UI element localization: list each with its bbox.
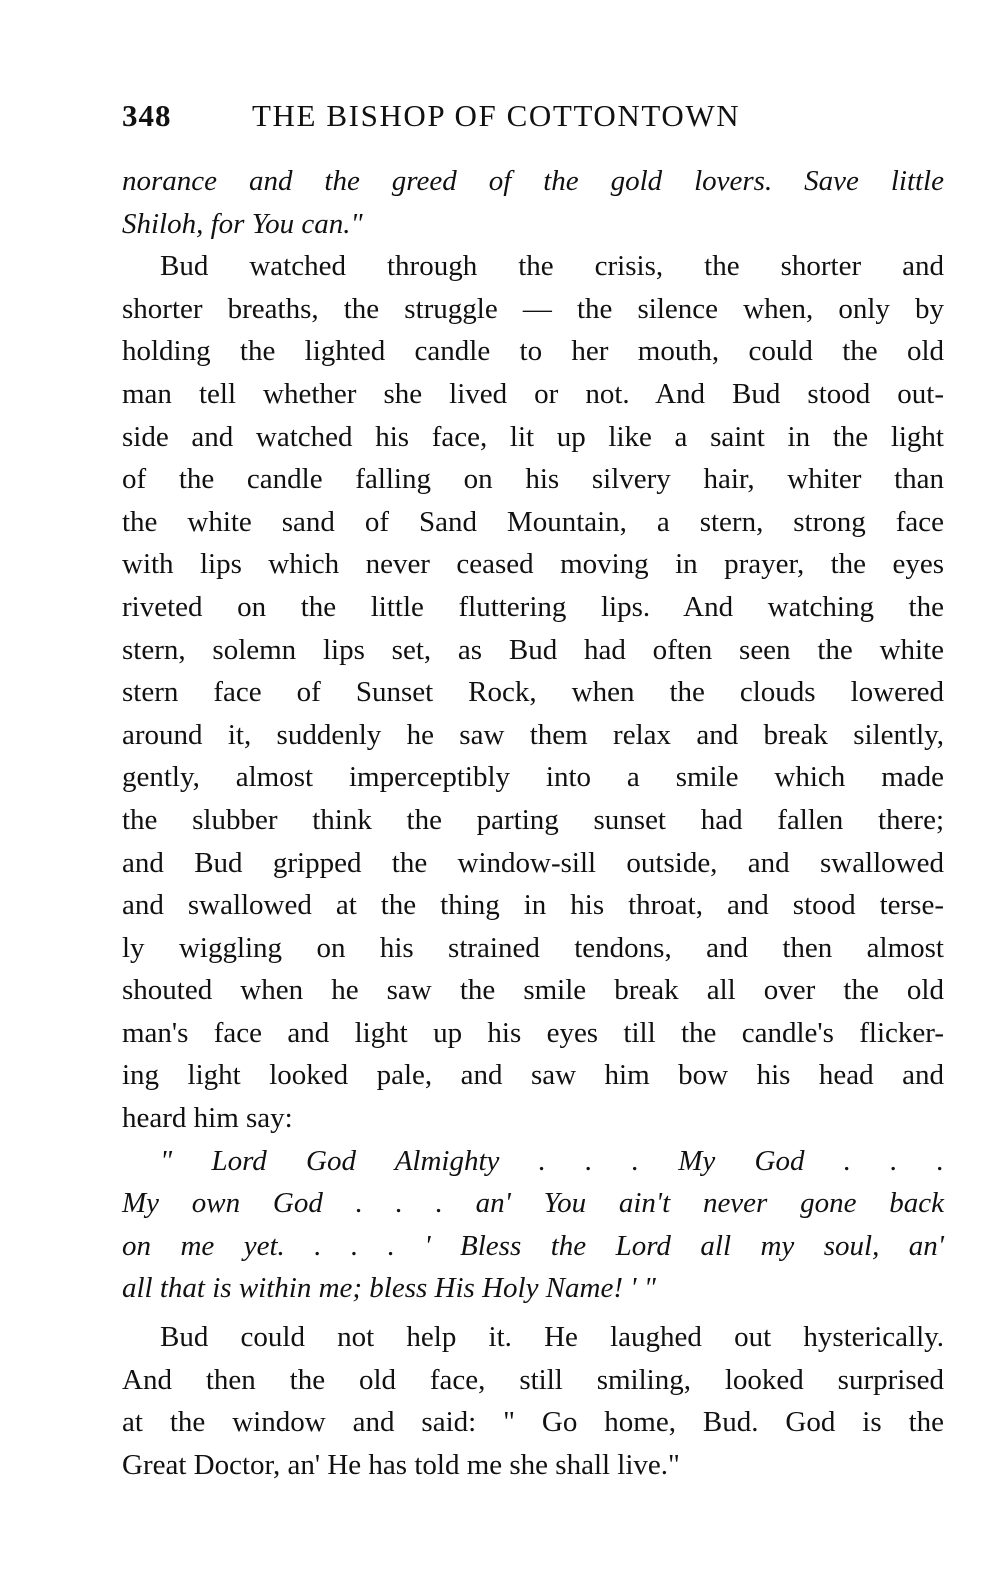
book-page <box>122 94 944 1486</box>
paragraph-prayer <box>122 1140 944 1310</box>
paragraph-prayer-continuation <box>122 160 944 245</box>
text-line: Bud could not help it. He laughed out hysterically. <box>160 1321 944 1354</box>
text-line: ing light looked pale, and saw him bow his head and <box>122 1059 944 1092</box>
text-line: man tell whether she lived or not. And Bud stood out- <box>122 377 944 410</box>
text-line: the slubber think the parting sunset had fallen there; <box>122 803 944 836</box>
text-line: on me yet. . . . ' Bless the Lord all my soul, an' <box>122 1229 944 1262</box>
text-line: riveted on the little fluttering lips. And watching the <box>122 590 944 623</box>
text-line: ly wiggling on his strained tendons, and then almost <box>122 931 944 964</box>
text-line: side and watched his face, lit up like a saint in the light <box>122 420 944 453</box>
page-number: 348 <box>122 98 172 133</box>
text-line: heard him say: <box>122 1102 293 1135</box>
running-head: THE BISHOP OF COTTONTOWN <box>252 98 741 133</box>
text-line: " Lord God Almighty . . . My God . . . <box>160 1144 944 1177</box>
text-line: the white sand of Sand Mountain, a stern, strong face <box>122 505 944 538</box>
text-line: norance and the greed of the gold lovers. Save little <box>122 165 944 197</box>
paragraph-bud-laughed <box>122 1316 944 1486</box>
text-line: Bud watched through the crisis, the shorter and <box>160 250 944 283</box>
text-line: My own God . . . an' You ain't never gone back <box>122 1187 944 1220</box>
text-line: all that is within me; bless His Holy Name! ' " <box>122 1272 656 1305</box>
text-line: shorter breaths, the struggle — the silence when, only by <box>122 292 944 325</box>
text-line: and Bud gripped the window-sill outside, and swallowed <box>122 846 944 879</box>
page-header <box>122 94 944 144</box>
text-line: man's face and light up his eyes till the candle's flicker- <box>122 1016 944 1049</box>
text-line: Great Doctor, an' He has told me she shall live." <box>122 1448 680 1481</box>
page-body <box>122 160 944 1486</box>
paragraph-bud-watched <box>122 245 944 1139</box>
text-line: And then the old face, still smiling, looked surprised <box>122 1363 944 1396</box>
text-line: and swallowed at the thing in his throat, and stood terse- <box>122 889 944 922</box>
text-line: gently, almost imperceptibly into a smile which made <box>122 761 944 794</box>
text-line: at the window and said: " Go home, Bud. God is the <box>122 1406 944 1439</box>
text-line: shouted when he saw the smile break all over the old <box>122 974 944 1007</box>
text-line: stern face of Sunset Rock, when the clouds lowered <box>122 676 944 709</box>
text-line: Shiloh, for You can." <box>122 207 363 240</box>
text-line: with lips which never ceased moving in prayer, the eyes <box>122 548 944 581</box>
text-line: stern, solemn lips set, as Bud had often seen the white <box>122 633 944 666</box>
text-line: of the candle falling on his silvery hair, whiter than <box>122 463 944 496</box>
text-line: holding the lighted candle to her mouth, could the old <box>122 335 944 368</box>
text-line: around it, suddenly he saw them relax and break silently, <box>122 718 944 751</box>
